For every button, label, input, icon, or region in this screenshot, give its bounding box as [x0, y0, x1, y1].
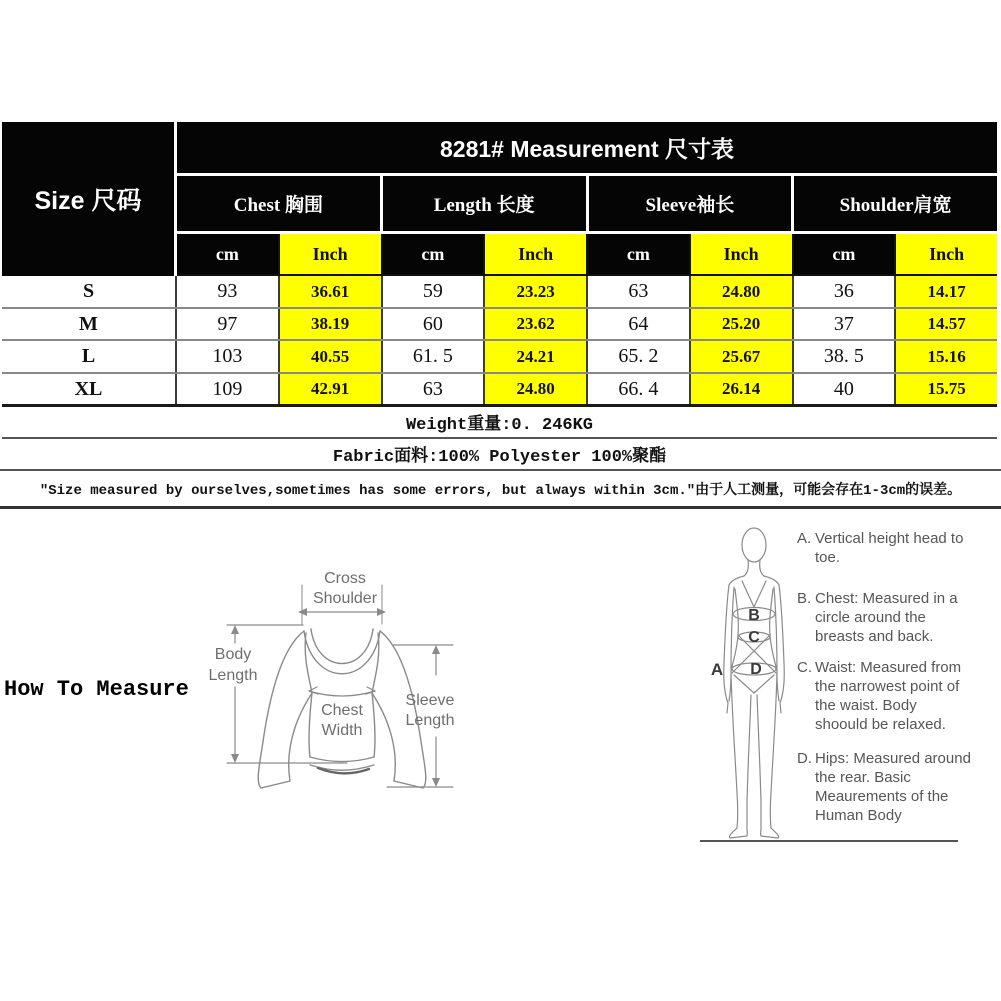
- sleeve-inch-value: 25.20: [691, 309, 794, 339]
- annotation-text: Vertical height head to toe.: [815, 530, 964, 566]
- unit-inch-header: Inch: [894, 234, 997, 274]
- figure-label-b: B: [748, 607, 760, 624]
- group-header-row: [177, 176, 997, 234]
- annotation-label: B.: [797, 590, 812, 607]
- measurement-table: [2, 122, 997, 469]
- length-cm-value: 59: [383, 276, 486, 307]
- chest-inch-value: 36.61: [280, 276, 383, 307]
- figure-label-c: C: [748, 629, 760, 646]
- sleeve-cm-value: 64: [588, 309, 691, 339]
- group-header-sleeve: Sleeve袖长: [589, 176, 795, 234]
- size-row-label: XL: [2, 374, 177, 404]
- cross-shoulder-label: Cross: [324, 570, 366, 587]
- length-inch-value: 24.80: [485, 374, 588, 404]
- chest-cm-value: 109: [177, 374, 280, 404]
- unit-inch-header: Inch: [689, 234, 794, 274]
- shoulder-cm-value: 38. 5: [794, 341, 897, 372]
- size-row-label: S: [2, 276, 177, 307]
- chest-inch-value: 40.55: [280, 341, 383, 372]
- weight-row: Weight重量:0. 246KG: [2, 407, 997, 439]
- table-header-block: [2, 122, 997, 276]
- shoulder-cm-value: 37: [794, 309, 897, 339]
- group-header-chest: Chest 胸围: [177, 176, 383, 234]
- table-row-s: [2, 276, 997, 309]
- annotation-text: Hips: Measured around the rear. Basic Meaurements of the Human Body: [815, 750, 971, 824]
- sleeve-cm-value: 63: [588, 276, 691, 307]
- table-row-l: [2, 341, 997, 374]
- unit-inch-header: Inch: [278, 234, 383, 274]
- size-row-label: M: [2, 309, 177, 339]
- unit-inch-header: Inch: [483, 234, 588, 274]
- group-header-length: Length 长度: [383, 176, 589, 234]
- length-inch-value: 23.23: [485, 276, 588, 307]
- fabric-row: Fabric面料:100% Polyester 100%聚酯: [332, 448, 667, 467]
- unit-cm-header: cm: [588, 234, 689, 274]
- sleeve-length-label: Length: [405, 712, 455, 729]
- shoulder-inch-value: 15.16: [896, 341, 997, 372]
- annotation-label: C.: [797, 659, 812, 676]
- sleeve-length-label: Sleeve: [405, 692, 455, 709]
- figure-label-a: A: [710, 660, 724, 679]
- sleeve-cm-value: 65. 2: [588, 341, 691, 372]
- table-row-m: [2, 309, 997, 341]
- shoulder-cm-value: 40: [794, 374, 897, 404]
- shoulder-inch-value: 14.17: [896, 276, 997, 307]
- measure-annotations: [797, 529, 973, 825]
- annotation-text: Chest: Measured in a circle around the breasts and back.: [815, 590, 958, 645]
- sleeve-inch-value: 24.80: [691, 276, 794, 307]
- annotation-label: A.: [797, 530, 812, 547]
- group-header-shoulder: Shoulder肩宽: [794, 176, 997, 234]
- annotation-b: [797, 589, 973, 646]
- unit-header-row: [177, 234, 997, 276]
- unit-cm-header: cm: [794, 234, 895, 274]
- annotation-text: Waist: Measured from the narrowest point of the waist. Body shoould be relaxed.: [815, 659, 962, 733]
- table-title: 8281# Measurement 尺寸表: [177, 122, 997, 176]
- sleeve-inch-value: 26.14: [691, 374, 794, 404]
- body-figure-diagram: [698, 523, 808, 845]
- chest-inch-value: 42.91: [280, 374, 383, 404]
- chest-width-label: Chest: [321, 702, 363, 719]
- annotation-c: [797, 658, 973, 734]
- measurement-disclaimer: ″Size measured by ourselves,sometimes has some errors, but always within 3cm.″由于人工测量，可能会存在1-3cm的误差。: [0, 469, 1001, 509]
- annotation-d: [797, 749, 973, 825]
- table-row-xl: [2, 374, 997, 407]
- garment-diagram: [185, 525, 505, 845]
- shoulder-inch-value: 15.75: [896, 374, 997, 404]
- body-length-label: Body: [214, 646, 252, 663]
- shoulder-cm-value: 36: [794, 276, 897, 307]
- sleeve-inch-value: 25.67: [691, 341, 794, 372]
- unit-cm-header: cm: [177, 234, 278, 274]
- length-cm-value: 61. 5: [383, 341, 486, 372]
- size-row-label: L: [2, 341, 177, 372]
- body-length-label: Length: [208, 667, 258, 684]
- cross-shoulder-label: Shoulder: [312, 590, 378, 607]
- length-inch-value: 24.21: [485, 341, 588, 372]
- length-cm-value: 63: [383, 374, 486, 404]
- how-to-measure-heading: How To Measure: [4, 677, 189, 702]
- chest-cm-value: 97: [177, 309, 280, 339]
- chest-cm-value: 103: [177, 341, 280, 372]
- sleeve-cm-value: 66. 4: [588, 374, 691, 404]
- chest-cm-value: 93: [177, 276, 280, 307]
- chest-inch-value: 38.19: [280, 309, 383, 339]
- length-inch-value: 23.62: [485, 309, 588, 339]
- figure-label-d: D: [750, 661, 762, 678]
- unit-cm-header: cm: [383, 234, 484, 274]
- size-header-cell: Size 尺码: [2, 122, 177, 276]
- annotation-label: D.: [797, 750, 812, 767]
- length-cm-value: 60: [383, 309, 486, 339]
- chest-width-label: Width: [321, 722, 363, 739]
- shoulder-inch-value: 14.57: [896, 309, 997, 339]
- annotation-a: [797, 529, 973, 567]
- bottom-divider: [700, 840, 958, 842]
